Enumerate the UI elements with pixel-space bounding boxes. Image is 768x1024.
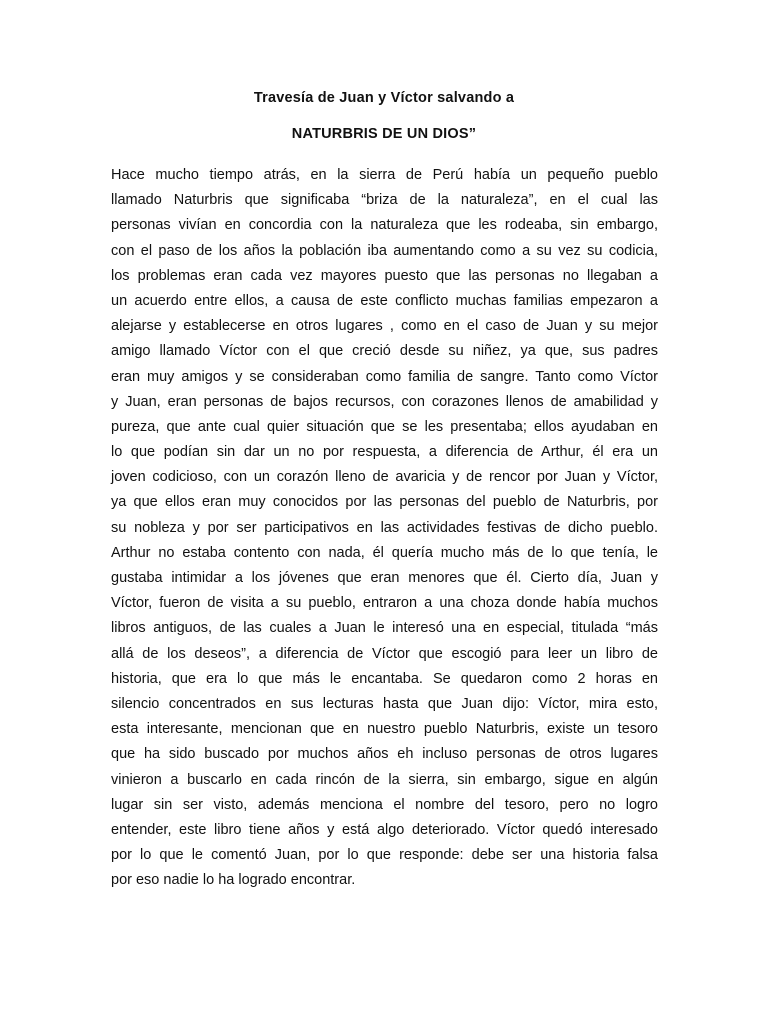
body-line: con el paso de los años la población iba aumentando como a su vez su codicia, bbox=[111, 242, 658, 259]
document-title-line-1: Travesía de Juan y Víctor salvando a bbox=[253, 90, 515, 106]
document-title-line-2: NATURBRIS DE UN DIOS” bbox=[291, 126, 477, 142]
body-line: vinieron a buscarlo en cada rincón de la sierra, sin embargo, sigue en algún bbox=[111, 771, 658, 788]
body-line: libros antiguos, de las cuales a Juan le interesó una en especial, titulada “más bbox=[111, 620, 658, 637]
body-line: historia, que era lo que más le encantaba. Se quedaron como 2 horas en bbox=[111, 670, 658, 687]
body-line: alejarse y establecerse en otros lugares , como en el caso de Juan y su mejor bbox=[111, 318, 658, 335]
body-line: Víctor, fueron de visita a su pueblo, entraron a una choza donde había muchos bbox=[111, 595, 658, 612]
body-line: y Juan, eran personas de bajos recursos, con corazones llenos de amabilidad y bbox=[111, 393, 658, 410]
body-line: ya que ellos eran muy conocidos por las personas del pueblo de Naturbris, por bbox=[111, 494, 658, 511]
document-body bbox=[111, 163, 658, 893]
body-line: lugar sin ser visto, además menciona el nombre del tesoro, pero no logro bbox=[111, 796, 658, 813]
body-line: amigo llamado Víctor con el que creció desde su niñez, ya que, sus padres bbox=[111, 343, 658, 360]
body-line: un acuerdo entre ellos, a causa de este conflicto muchas familias empezaron a bbox=[111, 292, 658, 309]
body-line: esta interesante, mencionan que en nuestro pueblo Naturbris, existe un tesoro bbox=[111, 721, 658, 738]
body-line: Hace mucho tiempo atrás, en la sierra de Perú había un pequeño pueblo bbox=[111, 167, 658, 183]
body-line: Arthur no estaba contento con nada, él quería mucho más de lo que tenía, le bbox=[111, 544, 658, 561]
body-line: joven codicioso, con un corazón lleno de avaricia y de rencor por Juan y Víctor, bbox=[111, 469, 658, 486]
body-line: allá de los deseos”, a diferencia de Víctor que escogió para leer un libro de bbox=[111, 645, 658, 662]
body-line: los problemas eran cada vez mayores puesto que las personas no llegaban a bbox=[111, 267, 658, 284]
body-line: gustaba intimidar a los jóvenes que eran menores que él. Cierto día, Juan y bbox=[111, 570, 658, 586]
body-line: personas vivían en concordia con la naturaleza que les rodeaba, sin embargo, bbox=[111, 217, 658, 234]
body-line: que ha sido buscado por muchos años eh incluso personas de otros lugares bbox=[111, 746, 658, 763]
body-line: silencio concentrados en sus lecturas hasta que Juan dijo: Víctor, mira esto, bbox=[111, 695, 658, 712]
body-line: por eso nadie lo ha logrado encontrar. bbox=[111, 872, 356, 889]
body-line: por lo que le comentó Juan, por lo que responde: debe ser una historia falsa bbox=[111, 847, 658, 864]
body-line: su nobleza y por ser participativos en las actividades festivas de dicho pueblo. bbox=[111, 519, 658, 536]
body-line: entender, este libro tiene años y está algo deteriorado. Víctor quedó interesado bbox=[111, 821, 658, 838]
body-line: llamado Naturbris que significaba “briza de la naturaleza”, en el cual las bbox=[111, 192, 658, 209]
body-line: eran muy amigos y se consideraban como familia de sangre. Tanto como Víctor bbox=[111, 368, 658, 385]
body-line: lo que podían sin dar un no por respuesta, a diferencia de Arthur, él era un bbox=[111, 444, 658, 461]
body-line: pureza, que ante cual quier situación que se les presentaba; ellos ayudaban en bbox=[111, 418, 658, 435]
